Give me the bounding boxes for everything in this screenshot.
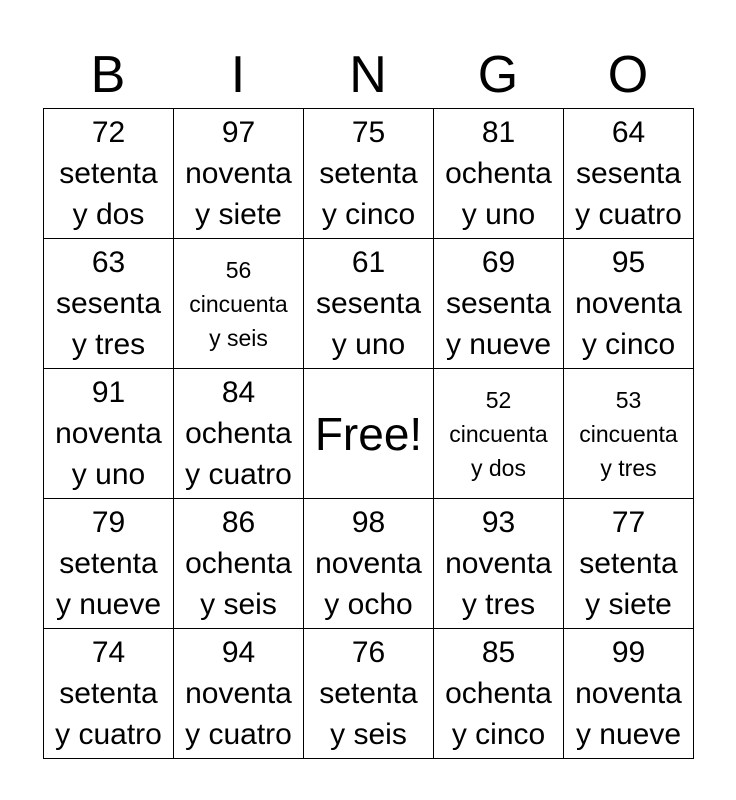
bingo-cell[interactable] xyxy=(44,239,174,369)
cell-content xyxy=(304,629,433,758)
bingo-row xyxy=(44,369,694,499)
header-letter-n: N xyxy=(349,46,387,104)
cell-word-line: sesenta xyxy=(55,287,162,320)
cell-word-line: ochenta xyxy=(185,547,292,580)
cell-number: 81 xyxy=(481,116,516,149)
cell-word-line: y uno xyxy=(71,458,146,491)
bingo-cell[interactable] xyxy=(434,109,564,239)
header-letter-b: B xyxy=(90,46,126,104)
bingo-cell[interactable] xyxy=(564,369,694,499)
cell-number: 85 xyxy=(481,636,516,669)
cell-word-line: y siete xyxy=(585,588,672,621)
cell-word-line: ochenta xyxy=(445,157,552,190)
bingo-cell[interactable] xyxy=(564,239,694,369)
cell-number: 61 xyxy=(351,246,386,279)
cell-word-line: y cuatro xyxy=(185,458,292,491)
cell-word-line: y siete xyxy=(195,198,282,231)
bingo-card xyxy=(43,108,694,759)
bingo-cell[interactable] xyxy=(304,499,434,629)
cell-word-line: y uno xyxy=(331,328,406,361)
cell-content xyxy=(434,239,563,368)
cell-content xyxy=(44,369,173,498)
cell-number: 79 xyxy=(91,506,126,539)
cell-word-line: sesenta xyxy=(315,287,422,320)
cell-word-line: y cuatro xyxy=(575,198,682,231)
cell-number: 72 xyxy=(91,116,126,149)
cell-word-line: setenta xyxy=(579,547,678,580)
cell-number: 53 xyxy=(615,386,642,413)
cell-number: 75 xyxy=(351,116,386,149)
cell-content xyxy=(304,109,433,238)
cell-number: 94 xyxy=(221,636,256,669)
cell-word-line: cincuenta xyxy=(189,290,288,317)
cell-word-line: y seis xyxy=(200,588,277,621)
cell-word-line: y ocho xyxy=(324,588,413,621)
bingo-cell[interactable] xyxy=(564,499,694,629)
bingo-cell[interactable] xyxy=(434,499,564,629)
header-letter-g: G xyxy=(477,46,519,104)
bingo-cell[interactable] xyxy=(434,629,564,759)
header-letter-o: O xyxy=(607,46,649,104)
bingo-cell[interactable] xyxy=(434,369,564,499)
cell-word-line: noventa xyxy=(55,417,162,450)
cell-word-line: y tres xyxy=(71,328,146,361)
cell-content xyxy=(304,369,433,498)
bingo-cell[interactable] xyxy=(44,629,174,759)
cell-content xyxy=(564,109,693,238)
bingo-cell[interactable] xyxy=(434,239,564,369)
cell-word-line: y cinco xyxy=(581,328,676,361)
cell-word-line: cincuenta xyxy=(449,420,548,447)
cell-word-line: setenta xyxy=(59,547,158,580)
bingo-row xyxy=(44,499,694,629)
cell-word-line: ochenta xyxy=(445,677,552,710)
cell-word-line: setenta xyxy=(59,157,158,190)
bingo-row xyxy=(44,239,694,369)
cell-word-line: y tres xyxy=(600,454,657,481)
cell-word-line: setenta xyxy=(59,677,158,710)
cell-content xyxy=(434,109,563,238)
cell-content xyxy=(44,109,173,238)
cell-number: 63 xyxy=(91,246,126,279)
cell-word-line: setenta xyxy=(319,677,418,710)
cell-content xyxy=(44,499,173,628)
cell-word-line: y tres xyxy=(461,588,536,621)
cell-word-line: y nueve xyxy=(445,328,552,361)
cell-word-line: y cinco xyxy=(321,198,416,231)
cell-number: 97 xyxy=(221,116,256,149)
cell-word-line: y seis xyxy=(330,718,407,751)
cell-content xyxy=(304,239,433,368)
cell-number: 76 xyxy=(351,636,386,669)
free-space-cell[interactable] xyxy=(304,369,434,499)
bingo-cell[interactable] xyxy=(304,629,434,759)
bingo-row xyxy=(44,109,694,239)
cell-word-line: sesenta xyxy=(445,287,552,320)
bingo-cell[interactable] xyxy=(174,239,304,369)
cell-word-line: cincuenta xyxy=(579,420,678,447)
cell-content xyxy=(174,629,303,758)
cell-number: 84 xyxy=(221,376,256,409)
cell-word-line: y seis xyxy=(209,324,268,351)
cell-word-line: sesenta xyxy=(575,157,682,190)
cell-content xyxy=(174,499,303,628)
cell-number: 86 xyxy=(221,506,256,539)
bingo-cell[interactable] xyxy=(44,499,174,629)
cell-content xyxy=(434,629,563,758)
cell-word-line: noventa xyxy=(445,547,552,580)
cell-word-line: y dos xyxy=(72,198,145,231)
cell-content xyxy=(44,629,173,758)
header-letter-i: I xyxy=(230,46,246,104)
cell-number: 64 xyxy=(611,116,646,149)
cell-content xyxy=(304,499,433,628)
cell-content xyxy=(174,239,303,368)
cell-content xyxy=(44,239,173,368)
cell-word-line: setenta xyxy=(319,157,418,190)
cell-content xyxy=(564,499,693,628)
cell-number: 56 xyxy=(225,256,252,283)
bingo-row xyxy=(44,629,694,759)
cell-word-line: noventa xyxy=(185,677,292,710)
cell-content xyxy=(434,369,563,498)
cell-word-line: noventa xyxy=(575,287,682,320)
bingo-cell[interactable] xyxy=(174,109,304,239)
bingo-cell[interactable] xyxy=(564,109,694,239)
cell-word-line: noventa xyxy=(315,547,422,580)
cell-content xyxy=(434,499,563,628)
cell-word-line: noventa xyxy=(575,677,682,710)
cell-number: 77 xyxy=(611,506,646,539)
cell-number: 93 xyxy=(481,506,516,539)
bingo-cell[interactable] xyxy=(174,499,304,629)
bingo-cell[interactable] xyxy=(44,109,174,239)
cell-number: 98 xyxy=(351,506,386,539)
cell-number: 52 xyxy=(485,386,512,413)
cell-word-line: y nueve xyxy=(55,588,162,621)
cell-word-line: y cuatro xyxy=(185,718,292,751)
cell-word-line: ochenta xyxy=(185,417,292,450)
bingo-cell[interactable] xyxy=(174,629,304,759)
cell-word-line: noventa xyxy=(185,157,292,190)
bingo-cell[interactable] xyxy=(304,109,434,239)
cell-content xyxy=(174,109,303,238)
cell-content xyxy=(174,369,303,498)
bingo-header xyxy=(43,44,693,106)
bingo-cell[interactable] xyxy=(304,239,434,369)
free-label: Free! xyxy=(314,407,423,460)
cell-number: 69 xyxy=(481,246,516,279)
cell-word-line: y cinco xyxy=(451,718,546,751)
cell-word-line: y uno xyxy=(461,198,536,231)
bingo-cell[interactable] xyxy=(564,629,694,759)
bingo-cell[interactable] xyxy=(44,369,174,499)
bingo-cell[interactable] xyxy=(174,369,304,499)
bingo-grid xyxy=(44,109,694,759)
cell-content xyxy=(564,629,693,758)
cell-word-line: y cuatro xyxy=(55,718,162,751)
cell-number: 74 xyxy=(91,636,126,669)
cell-number: 99 xyxy=(611,636,646,669)
cell-content xyxy=(564,239,693,368)
cell-word-line: y dos xyxy=(471,454,526,481)
cell-word-line: y nueve xyxy=(575,718,682,751)
cell-number: 91 xyxy=(91,376,126,409)
cell-number: 95 xyxy=(611,246,646,279)
cell-content xyxy=(564,369,693,498)
